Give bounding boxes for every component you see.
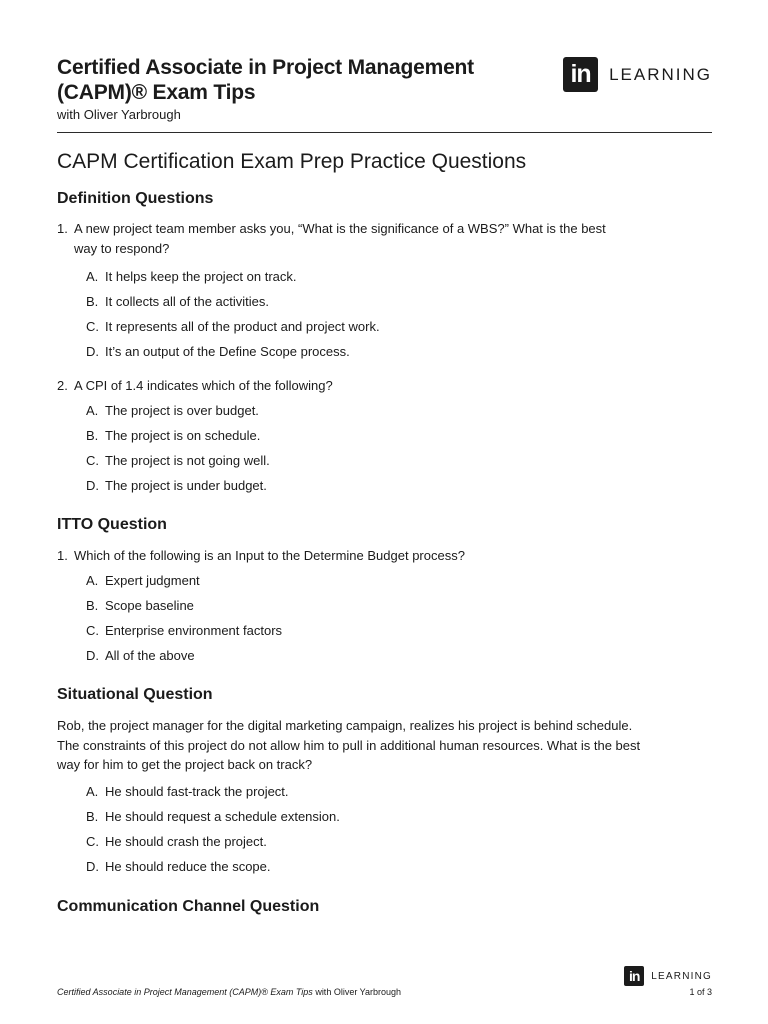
option xyxy=(86,596,282,621)
situational-question-options xyxy=(86,782,340,882)
definition-questions-heading: Definition Questions xyxy=(57,190,214,207)
option xyxy=(86,292,380,317)
option-text: The project is under budget. xyxy=(105,478,267,493)
option xyxy=(86,451,270,476)
footer-author: with Oliver Yarbrough xyxy=(312,987,402,997)
definition-question-1-options xyxy=(86,267,380,367)
option xyxy=(86,317,380,342)
option xyxy=(86,832,340,857)
option-text: He should fast-track the project. xyxy=(105,784,289,799)
option-text: It helps keep the project on track. xyxy=(105,269,297,284)
document-header xyxy=(57,55,712,133)
option-letter: A. xyxy=(86,784,99,799)
option xyxy=(86,782,340,807)
option-letter: A. xyxy=(86,269,99,284)
option-text: Scope baseline xyxy=(105,598,194,613)
option-text: He should reduce the scope. xyxy=(105,859,271,874)
option-text: It’s an output of the Define Scope process. xyxy=(105,344,350,359)
page-number: 1 of 3 xyxy=(689,987,712,997)
option-letter: D. xyxy=(86,648,99,663)
itto-question-1-options xyxy=(86,571,282,671)
definition-question-1 xyxy=(57,219,617,258)
option xyxy=(86,621,282,646)
footer-course-credit xyxy=(57,986,401,998)
option xyxy=(86,807,340,832)
definition-question-2-options xyxy=(86,401,270,501)
option xyxy=(86,571,282,596)
option-text: It collects all of the activities. xyxy=(105,294,270,309)
option-letter: C. xyxy=(86,623,99,638)
option-letter: D. xyxy=(86,478,99,493)
linkedin-in-icon: in xyxy=(624,966,644,986)
option-letter: C. xyxy=(86,834,99,849)
option-letter: A. xyxy=(86,403,99,418)
option xyxy=(86,342,380,367)
option-letter: B. xyxy=(86,809,99,824)
footer-linkedin-learning-logo xyxy=(624,966,712,986)
option xyxy=(86,857,340,882)
document-title-line-2: (CAPM)® Exam Tips xyxy=(57,81,256,104)
question-number: 1. xyxy=(57,548,68,563)
option xyxy=(86,267,380,292)
option-letter: C. xyxy=(86,319,99,334)
option-text: He should request a schedule extension. xyxy=(105,809,340,824)
option-text: Expert judgment xyxy=(105,573,200,588)
situational-question-heading: Situational Question xyxy=(57,686,213,703)
itto-question-heading: ITTO Question xyxy=(57,516,167,533)
linkedin-in-icon: in xyxy=(563,57,598,92)
definition-question-2 xyxy=(57,376,617,396)
option xyxy=(86,476,270,501)
question-text: A CPI of 1.4 indicates which of the following? xyxy=(74,378,333,393)
option-text: All of the above xyxy=(105,648,195,663)
option-text: The project is on schedule. xyxy=(105,428,261,443)
communication-channel-question-heading: Communication Channel Question xyxy=(57,898,320,915)
option-text: The project is over budget. xyxy=(105,403,259,418)
section-title: CAPM Certification Exam Prep Practice Questions xyxy=(57,150,527,173)
footer-course-title: Certified Associate in Project Management (CAPM)® Exam Tips xyxy=(57,987,313,997)
option xyxy=(86,646,282,671)
option-text: He should crash the project. xyxy=(105,834,267,849)
itto-question-1 xyxy=(57,546,617,566)
linkedin-learning-logo xyxy=(563,57,712,92)
question-number: 2. xyxy=(57,378,68,393)
document-author: with Oliver Yarbrough xyxy=(57,107,181,122)
option-letter: C. xyxy=(86,453,99,468)
question-text: A new project team member asks you, “What is the significance of a WBS?” What is the best way to respond? xyxy=(74,221,606,256)
question-text: Which of the following is an Input to the Determine Budget process? xyxy=(74,548,465,563)
brand-wordmark: LEARNING xyxy=(609,64,712,84)
option xyxy=(86,401,270,426)
situational-question-text: Rob, the project manager for the digital marketing campaign, realizes his project is behind schedule. The constraints of this project do not allow him to pull in additional human resources. What is the best way for him to get the project back on track? xyxy=(57,718,641,772)
question-number: 1. xyxy=(57,221,68,236)
option-letter: B. xyxy=(86,598,99,613)
option-text: It represents all of the product and project work. xyxy=(105,319,380,334)
option-letter: B. xyxy=(86,428,99,443)
option-text: The project is not going well. xyxy=(105,453,270,468)
option-letter: A. xyxy=(86,573,99,588)
option-letter: D. xyxy=(86,344,99,359)
option-letter: B. xyxy=(86,294,99,309)
footer-brand-wordmark: LEARNING xyxy=(651,970,712,982)
option xyxy=(86,426,270,451)
option-text: Enterprise environment factors xyxy=(105,623,283,638)
document-title-line-1: Certified Associate in Project Management xyxy=(57,56,474,79)
option-letter: D. xyxy=(86,859,99,874)
